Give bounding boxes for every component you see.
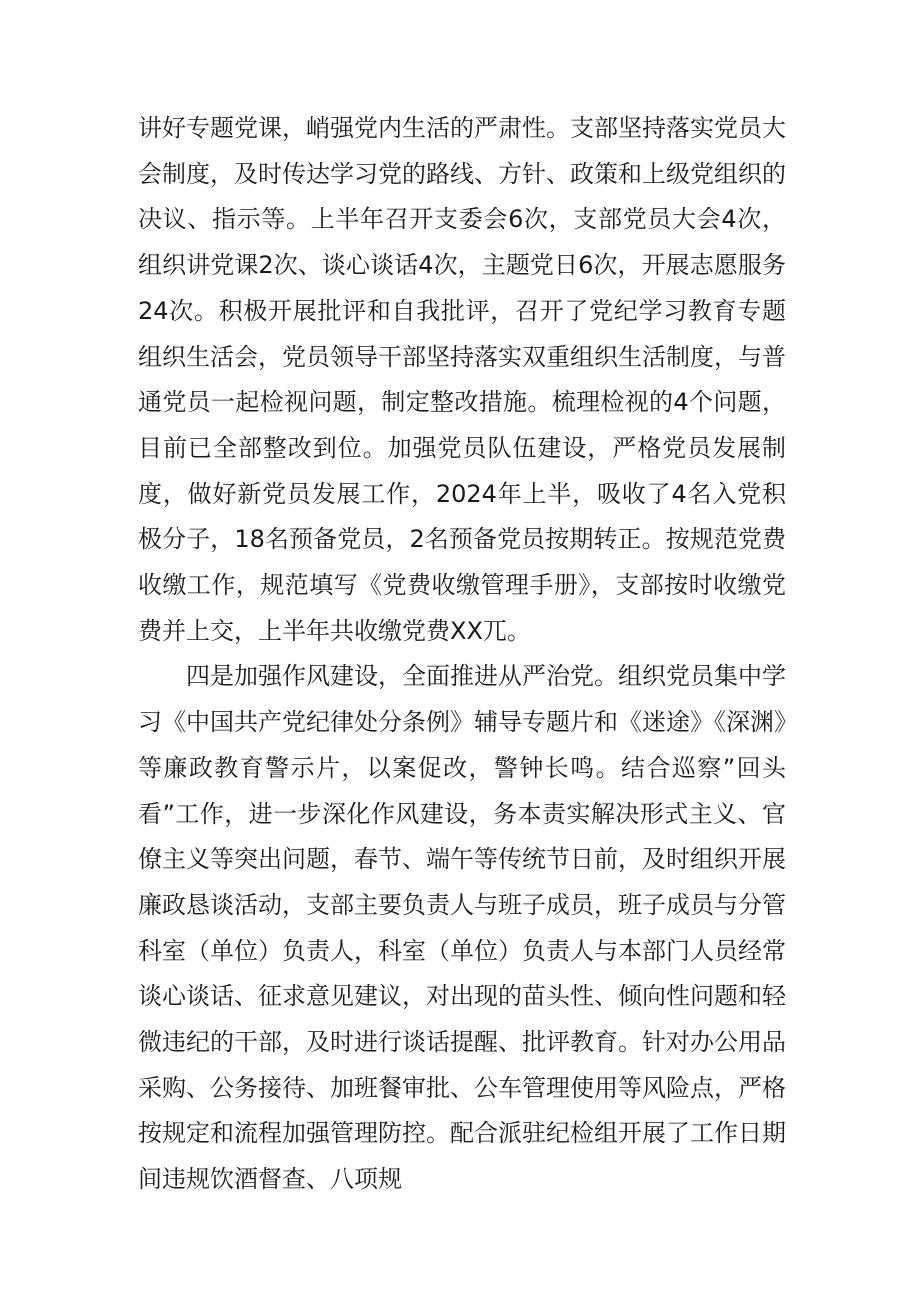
paragraph-party-life: 讲好专题党课，峭强党内生活的严肃性。支部坚持落实党员大会制度，及时传达学习党的路线、方针、政策和上级党组织的决议、指示等。上半年召开支委会6次，支部党员大会4次，组织讲党课2次、谈心谈话4次，主题党日6次，开展志愿服务24次。积极开展批评和自我批评，召开了党纪学习教育专题组织生活会，党员领导干部坚持落实双重组织生活制度，与普通党员一起检视问题，制定整改措施。梳理检视的4个问题，目前已全部整改到位。加强党员队伍建设，严格党员发展制度，做好新党员发展工作，2024年上半，吸收了4名入党积极分子，18名预备党员，2名预备党员按期转正。按规范党费收缴工作，规范填写《党费收缴管理手册》，支部按时收缴党费并上交，上半年共收缴党费XX兀。 bbox=[138, 114, 786, 645]
paragraph-work-style: 四是加强作风建设，全面推进从严治党。组织党员集中学习《中国共产党纪律处分条例》辅导专题片和《迷途》《深渊》等廉政教育警示片，以案促改，警钟长鸣。结合巡察”回头看”工作，进一步深化作风建设，务本责实解决形式主义、官僚主义等突出问题，春节、端午等传统节日前，及时组织开展廉政恳谈活动，支部主要负责人与班子成员，班子成员与分管科室（单位）负责人，科室（单位）负责人与本部门人员经常谈心谈话、征求意见建议，对出现的苗头性、倾向性问题和轻微违纪的干部，及时进行谈话提醒、批评教育。针对办公用品采购、公务接待、加班餐审批、公车管理使用等风险点，严格按规定和流程加强管理防控。配合派驻纪检组开展了工作日期间违规饮酒督查、八项规 bbox=[138, 662, 786, 1194]
document-body bbox=[138, 106, 786, 1203]
